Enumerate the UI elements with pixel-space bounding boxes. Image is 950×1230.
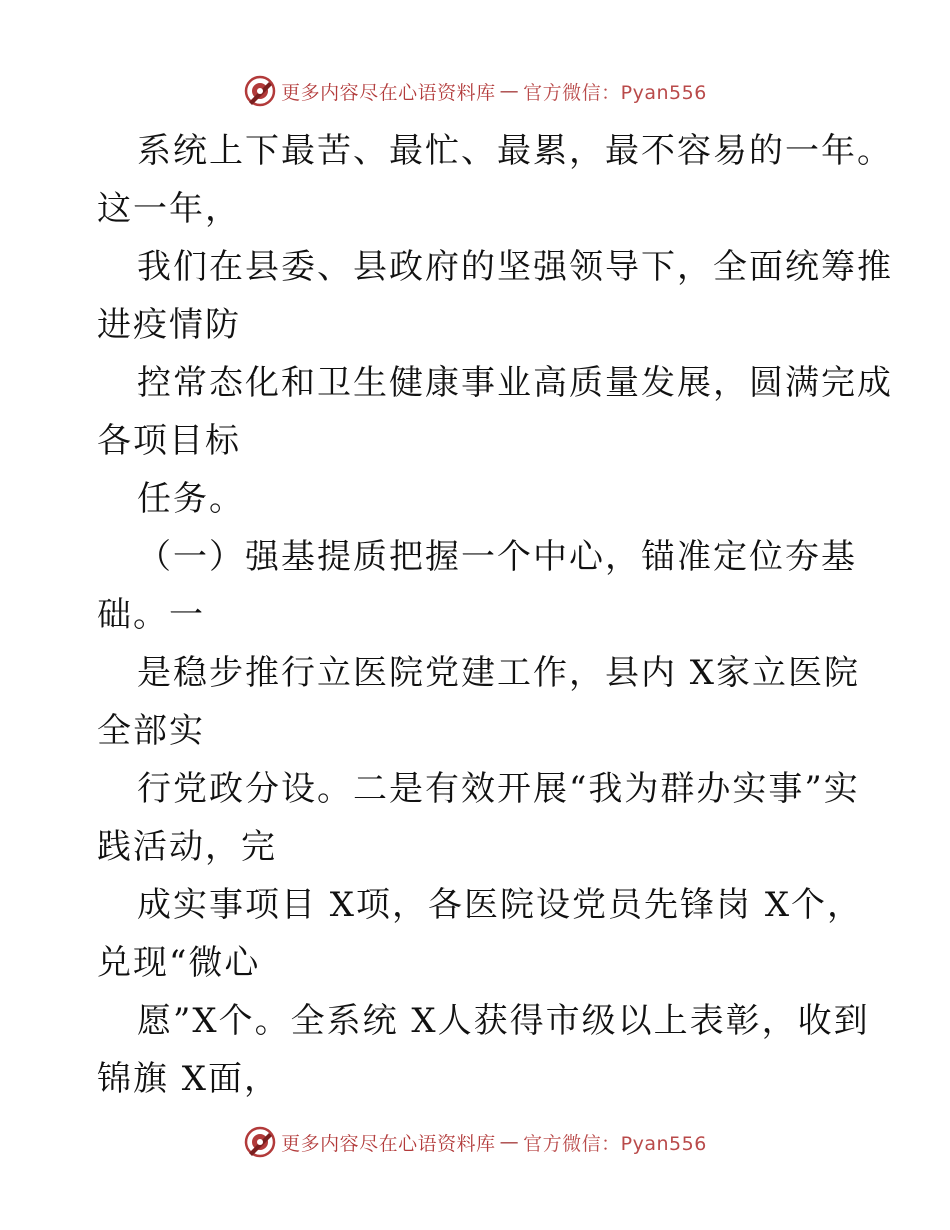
text-line: 兑现“微心 [97, 943, 261, 983]
text-line: 锦旗 X面， [97, 1059, 281, 1099]
text-line: 全部实 [97, 711, 205, 751]
watermark-dash: — [499, 80, 520, 102]
text-line: 础。一 [97, 595, 205, 635]
footer-watermark [0, 1125, 950, 1159]
text-line: 这一年， [97, 189, 241, 229]
text-line: 愿”X个。全系统 X人获得市级以上表彰，收到 [137, 1001, 870, 1041]
watermark-text: 更多内容尽在心语资料库 [281, 1132, 496, 1155]
text-line: 行党政分设。二是有效开展“我为群办实事”实 [137, 769, 860, 809]
header-watermark [0, 74, 950, 108]
text-line: 成实事项目 X项，各医院设党员先锋岗 X个， [137, 885, 864, 925]
watermark-wechat: 官方微信：Pyan556 [523, 1132, 707, 1155]
watermark-dash: — [499, 1131, 520, 1153]
document-body [97, 122, 893, 1108]
text-line: 践活动，完 [97, 827, 277, 867]
text-line: 控常态化和卫生健康事业高质量发展，圆满完成 [137, 363, 893, 403]
pen-logo-icon [243, 1125, 277, 1159]
watermark-text: 更多内容尽在心语资料库 [281, 81, 496, 104]
watermark-wechat: 官方微信：Pyan556 [523, 81, 707, 104]
text-line: 进疫情防 [97, 305, 241, 345]
text-line: 任务。 [137, 479, 245, 519]
section-heading: （一）强基提质把握一个中心，锚准定位夯基 [137, 537, 857, 577]
text-line: 各项目标 [97, 421, 241, 461]
pen-logo-icon [243, 74, 277, 108]
text-line: 系统上下最苦、最忙、最累，最不容易的一年。 [137, 131, 893, 171]
text-line: 我们在县委、县政府的坚强领导下，全面统筹推 [137, 247, 893, 287]
text-line: 是稳步推行立医院党建工作，县内 X家立医院 [137, 653, 861, 693]
